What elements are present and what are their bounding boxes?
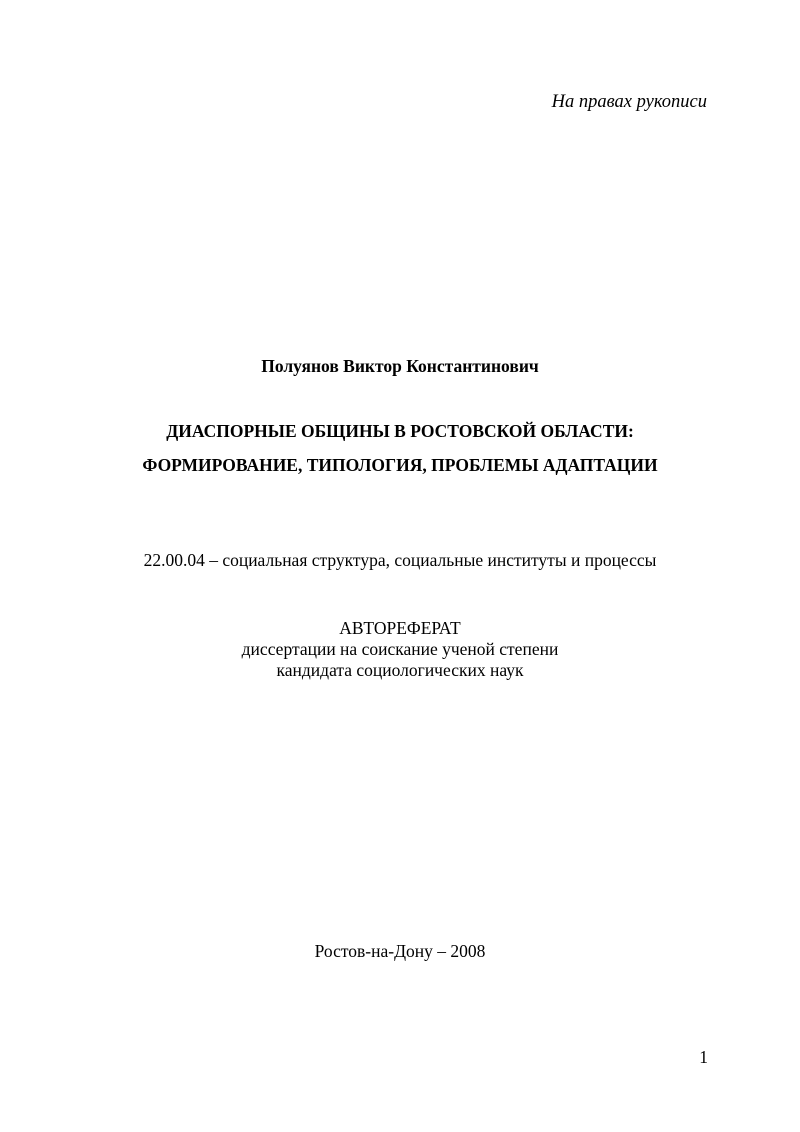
document-type: АВТОРЕФЕРАТ [339, 618, 461, 638]
place-and-year: Ростов-на-Дону – 2008 [314, 941, 486, 961]
manuscript-rights-note: На правах рукописи [551, 92, 707, 112]
specialty-code: 22.00.04 – социальная структура, социальные институты и процессы [143, 550, 657, 570]
author-name: Полуянов Виктор Константинович [261, 356, 539, 376]
page-number: 1 [699, 1047, 708, 1067]
dissertation-title-line-2: ФОРМИРОВАНИЕ, ТИПОЛОГИЯ, ПРОБЛЕМЫ АДАПТАЦИИ [142, 455, 658, 475]
dissertation-title-line-1: ДИАСПОРНЫЕ ОБЩИНЫ В РОСТОВСКОЙ ОБЛАСТИ: [166, 421, 634, 441]
degree-description-line-2: кандидата социологических наук [276, 660, 524, 680]
degree-description-line-1: диссертации на соискание ученой степени [241, 639, 559, 659]
